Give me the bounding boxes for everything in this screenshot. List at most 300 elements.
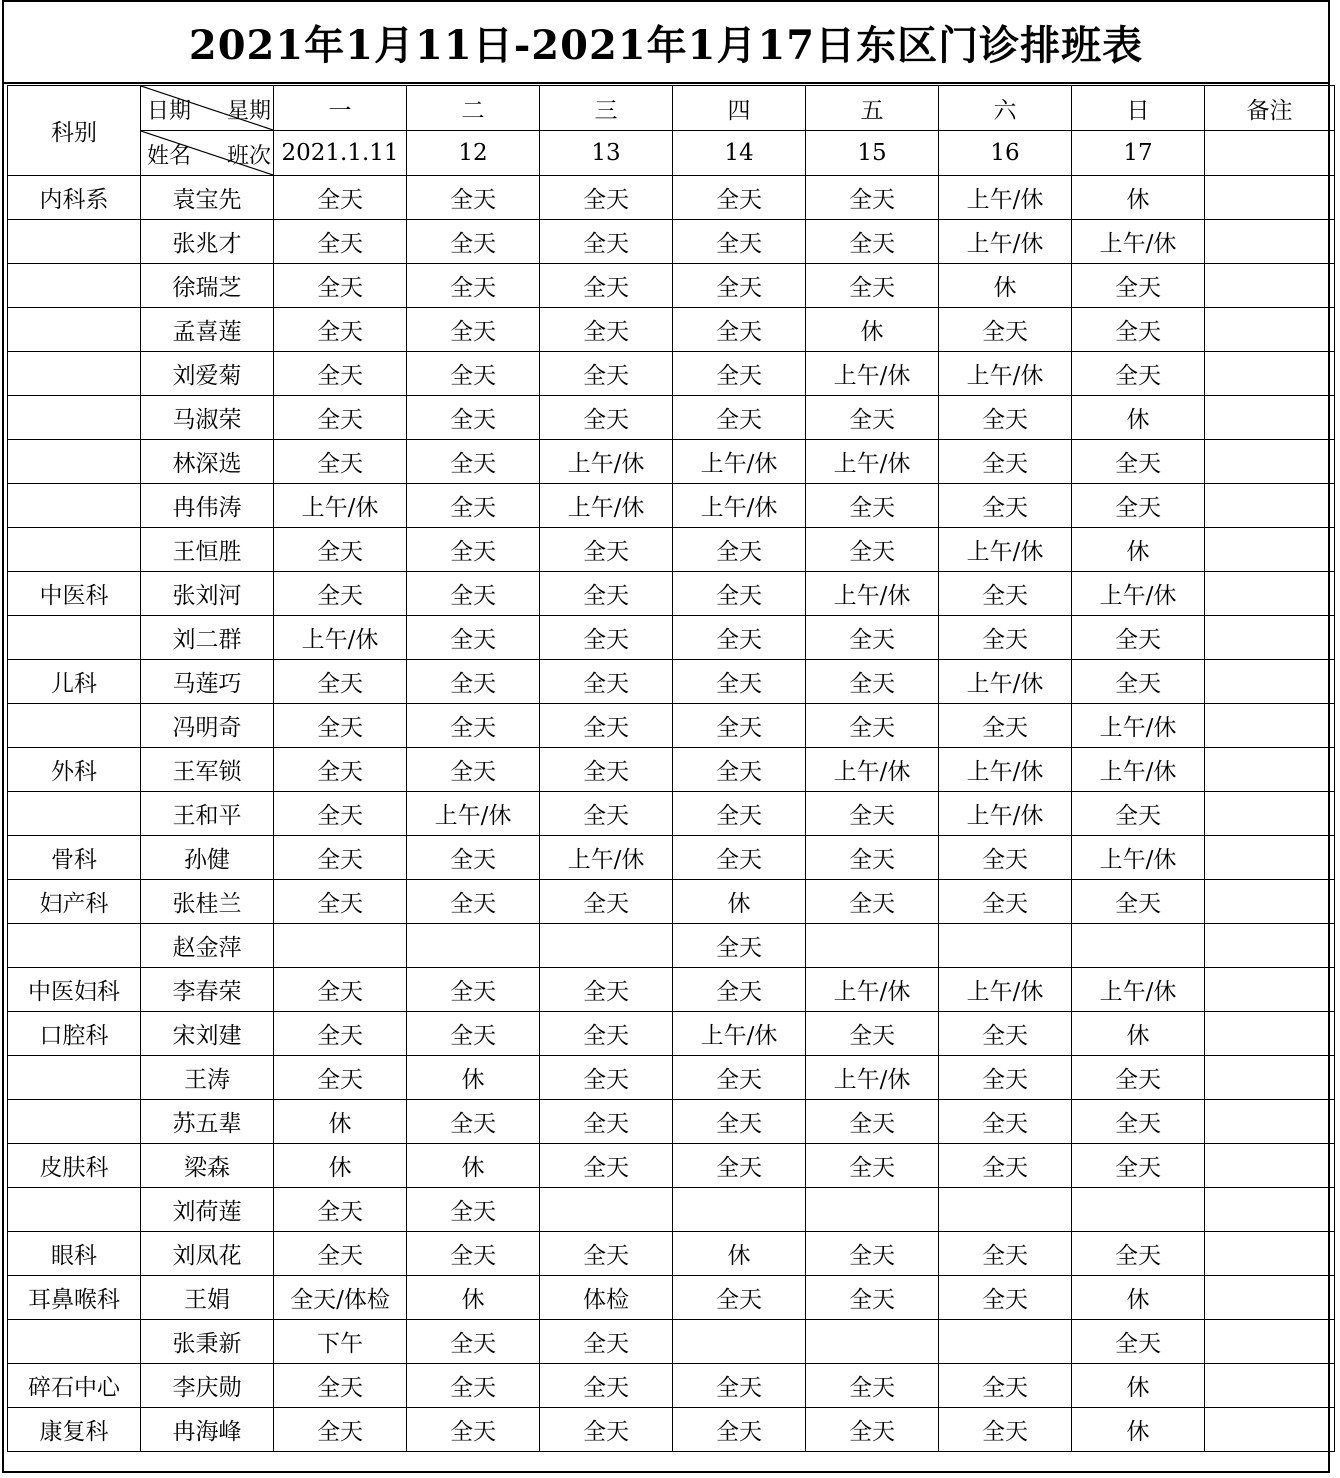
schedule-table bbox=[7, 85, 1335, 1452]
shift-cell: 休 bbox=[407, 1144, 540, 1188]
shift-cell: 全天 bbox=[1072, 1056, 1205, 1100]
shift-cell: 休 bbox=[1072, 1408, 1205, 1452]
dept-header: 科别 bbox=[8, 86, 141, 176]
name-shift-header bbox=[141, 131, 274, 176]
shift-cell: 全天 bbox=[673, 616, 806, 660]
shift-cell: 上午/休 bbox=[806, 352, 939, 396]
note-cell bbox=[1205, 1320, 1335, 1364]
table-row bbox=[8, 396, 1335, 440]
name-cell: 宋刘建 bbox=[141, 1012, 274, 1056]
header-row-date bbox=[8, 131, 1335, 176]
shift-cell: 全天 bbox=[274, 1012, 407, 1056]
shift-cell: 全天 bbox=[673, 704, 806, 748]
weekday-header: 一 bbox=[274, 86, 407, 131]
shift-cell: 全天 bbox=[806, 836, 939, 880]
name-cell: 李春荣 bbox=[141, 968, 274, 1012]
date-header: 14 bbox=[673, 131, 806, 176]
dept-cell: 耳鼻喉科 bbox=[8, 1276, 141, 1320]
shift-cell: 休 bbox=[274, 1144, 407, 1188]
shift-cell: 全天 bbox=[407, 1232, 540, 1276]
table-row bbox=[8, 1188, 1335, 1232]
shift-cell: 全天 bbox=[540, 1144, 673, 1188]
shift-cell: 全天 bbox=[274, 308, 407, 352]
shift-cell: 全天 bbox=[407, 1100, 540, 1144]
shift-cell: 全天 bbox=[673, 836, 806, 880]
shift-cell bbox=[540, 1188, 673, 1232]
date-header: 17 bbox=[1072, 131, 1205, 176]
note-cell bbox=[1205, 396, 1335, 440]
note-cell bbox=[1205, 1408, 1335, 1452]
note-cell bbox=[1205, 484, 1335, 528]
table-row bbox=[8, 968, 1335, 1012]
name-cell: 张兆才 bbox=[141, 220, 274, 264]
shift-cell: 上午/休 bbox=[939, 792, 1072, 836]
name-cell: 孙健 bbox=[141, 836, 274, 880]
shift-cell: 体检 bbox=[540, 1276, 673, 1320]
shift-cell: 全天 bbox=[274, 352, 407, 396]
date-label: 日期 bbox=[147, 99, 192, 124]
name-cell: 刘荷莲 bbox=[141, 1188, 274, 1232]
name-cell: 王娟 bbox=[141, 1276, 274, 1320]
shift-cell: 全天 bbox=[407, 704, 540, 748]
shift-cell: 全天 bbox=[939, 1100, 1072, 1144]
shift-cell: 休 bbox=[1072, 1012, 1205, 1056]
shift-cell: 全天 bbox=[939, 1232, 1072, 1276]
table-row bbox=[8, 1012, 1335, 1056]
shift-cell: 全天 bbox=[806, 220, 939, 264]
note-cell bbox=[1205, 264, 1335, 308]
shift-cell: 全天 bbox=[806, 484, 939, 528]
dept-cell: 儿科 bbox=[8, 660, 141, 704]
table-row bbox=[8, 660, 1335, 704]
shift-cell bbox=[806, 924, 939, 968]
date-header: 12 bbox=[407, 131, 540, 176]
note-cell bbox=[1205, 660, 1335, 704]
name-cell: 赵金萍 bbox=[141, 924, 274, 968]
note-cell bbox=[1205, 792, 1335, 836]
weekday-label: 星期 bbox=[226, 99, 271, 124]
shift-cell bbox=[673, 1320, 806, 1364]
shift-cell: 全天 bbox=[407, 616, 540, 660]
shift-cell: 全天 bbox=[673, 968, 806, 1012]
shift-cell bbox=[407, 924, 540, 968]
shift-cell: 全天 bbox=[540, 660, 673, 704]
shift-cell: 全天 bbox=[806, 1232, 939, 1276]
table-row bbox=[8, 704, 1335, 748]
shift-cell: 全天 bbox=[939, 572, 1072, 616]
note-cell bbox=[1205, 748, 1335, 792]
dept-cell bbox=[8, 1320, 141, 1364]
name-cell: 冉海峰 bbox=[141, 1408, 274, 1452]
shift-cell: 全天 bbox=[939, 1012, 1072, 1056]
table-row bbox=[8, 1276, 1335, 1320]
table-row bbox=[8, 792, 1335, 836]
shift-cell: 全天 bbox=[407, 1408, 540, 1452]
shift-cell: 上午/休 bbox=[540, 440, 673, 484]
note-cell bbox=[1205, 176, 1335, 220]
shift-cell: 上午/休 bbox=[939, 968, 1072, 1012]
shift-cell: 全天 bbox=[806, 1100, 939, 1144]
shift-cell: 全天 bbox=[407, 968, 540, 1012]
shift-cell: 全天 bbox=[939, 440, 1072, 484]
shift-cell: 全天 bbox=[673, 396, 806, 440]
shift-cell: 全天 bbox=[673, 220, 806, 264]
page-title: 2021年1月11日-2021年1月17日东区门诊排班表 bbox=[4, 2, 1328, 84]
name-label: 姓名 bbox=[147, 144, 192, 169]
name-cell: 王恒胜 bbox=[141, 528, 274, 572]
shift-cell: 全天 bbox=[274, 572, 407, 616]
note-cell bbox=[1205, 1012, 1335, 1056]
shift-cell: 全天 bbox=[673, 792, 806, 836]
shift-cell: 全天 bbox=[806, 792, 939, 836]
table-row bbox=[8, 924, 1335, 968]
shift-cell: 休 bbox=[407, 1056, 540, 1100]
shift-cell: 全天 bbox=[1072, 352, 1205, 396]
note-header: 备注 bbox=[1205, 86, 1335, 131]
shift-cell: 全天 bbox=[806, 264, 939, 308]
shift-cell: 全天 bbox=[939, 1056, 1072, 1100]
shift-cell: 全天 bbox=[806, 704, 939, 748]
shift-cell: 全天 bbox=[806, 1408, 939, 1452]
shift-cell: 全天 bbox=[1072, 440, 1205, 484]
shift-cell: 休 bbox=[1072, 396, 1205, 440]
shift-cell: 全天 bbox=[673, 1056, 806, 1100]
shift-cell: 全天 bbox=[540, 1232, 673, 1276]
dept-cell: 中医科 bbox=[8, 572, 141, 616]
shift-cell: 全天 bbox=[540, 396, 673, 440]
table-row bbox=[8, 264, 1335, 308]
name-cell: 冉伟涛 bbox=[141, 484, 274, 528]
name-cell: 林深选 bbox=[141, 440, 274, 484]
note-cell bbox=[1205, 968, 1335, 1012]
shift-cell: 休 bbox=[1072, 528, 1205, 572]
shift-cell: 上午/休 bbox=[1072, 572, 1205, 616]
shift-cell: 全天 bbox=[673, 572, 806, 616]
shift-cell: 全天 bbox=[673, 176, 806, 220]
shift-cell: 全天 bbox=[673, 924, 806, 968]
shift-cell: 全天 bbox=[407, 836, 540, 880]
weekday-header: 六 bbox=[939, 86, 1072, 131]
dept-cell bbox=[8, 440, 141, 484]
shift-cell: 全天 bbox=[939, 308, 1072, 352]
name-cell: 李庆勋 bbox=[141, 1364, 274, 1408]
shift-cell: 全天 bbox=[806, 616, 939, 660]
shift-cell: 全天 bbox=[1072, 880, 1205, 924]
shift-cell: 上午/休 bbox=[806, 572, 939, 616]
note-cell bbox=[1205, 1276, 1335, 1320]
shift-cell: 全天 bbox=[407, 748, 540, 792]
shift-cell: 上午/休 bbox=[274, 616, 407, 660]
table-row bbox=[8, 572, 1335, 616]
schedule-sheet bbox=[2, 0, 1330, 1473]
name-cell: 王和平 bbox=[141, 792, 274, 836]
table-row bbox=[8, 836, 1335, 880]
table-row bbox=[8, 1232, 1335, 1276]
shift-cell: 全天 bbox=[274, 836, 407, 880]
shift-cell: 全天 bbox=[274, 528, 407, 572]
dept-cell: 妇产科 bbox=[8, 880, 141, 924]
name-cell: 王涛 bbox=[141, 1056, 274, 1100]
shift-cell: 全天 bbox=[1072, 660, 1205, 704]
shift-cell: 上午/休 bbox=[673, 1012, 806, 1056]
shift-cell: 上午/休 bbox=[540, 484, 673, 528]
shift-cell: 全天 bbox=[540, 1408, 673, 1452]
note-cell bbox=[1205, 1056, 1335, 1100]
note-cell bbox=[1205, 1232, 1335, 1276]
note-cell bbox=[1205, 880, 1335, 924]
dept-cell: 皮肤科 bbox=[8, 1144, 141, 1188]
shift-cell: 全天 bbox=[806, 1364, 939, 1408]
shift-cell: 上午/休 bbox=[806, 748, 939, 792]
dept-cell bbox=[8, 1056, 141, 1100]
note-cell bbox=[1205, 528, 1335, 572]
shift-cell: 全天 bbox=[673, 1408, 806, 1452]
shift-cell: 休 bbox=[806, 308, 939, 352]
note-cell bbox=[1205, 616, 1335, 660]
shift-cell: 全天 bbox=[939, 1144, 1072, 1188]
shift-cell: 全天 bbox=[407, 352, 540, 396]
dept-cell bbox=[8, 352, 141, 396]
shift-cell: 全天 bbox=[540, 1012, 673, 1056]
note-cell bbox=[1205, 572, 1335, 616]
shift-cell: 全天 bbox=[540, 220, 673, 264]
dept-cell bbox=[8, 924, 141, 968]
shift-cell: 全天/体检 bbox=[274, 1276, 407, 1320]
shift-cell: 全天 bbox=[939, 396, 1072, 440]
shift-cell: 全天 bbox=[540, 704, 673, 748]
shift-cell: 休 bbox=[1072, 176, 1205, 220]
shift-cell bbox=[1072, 924, 1205, 968]
shift-cell: 全天 bbox=[407, 1012, 540, 1056]
shift-cell: 全天 bbox=[407, 880, 540, 924]
shift-cell: 全天 bbox=[540, 1056, 673, 1100]
shift-cell: 全天 bbox=[407, 660, 540, 704]
name-cell: 袁宝先 bbox=[141, 176, 274, 220]
shift-cell: 全天 bbox=[274, 880, 407, 924]
name-cell: 苏五辈 bbox=[141, 1100, 274, 1144]
dept-cell bbox=[8, 1188, 141, 1232]
shift-cell: 全天 bbox=[1072, 1232, 1205, 1276]
note-cell bbox=[1205, 352, 1335, 396]
shift-cell: 全天 bbox=[1072, 264, 1205, 308]
name-cell: 张桂兰 bbox=[141, 880, 274, 924]
shift-cell: 全天 bbox=[673, 748, 806, 792]
table-row bbox=[8, 1144, 1335, 1188]
shift-cell: 全天 bbox=[806, 660, 939, 704]
shift-cell: 全天 bbox=[407, 176, 540, 220]
dept-cell: 外科 bbox=[8, 748, 141, 792]
shift-cell: 上午/休 bbox=[939, 528, 1072, 572]
dept-cell bbox=[8, 396, 141, 440]
shift-cell: 全天 bbox=[673, 1364, 806, 1408]
shift-cell: 全天 bbox=[540, 880, 673, 924]
shift-cell: 全天 bbox=[407, 264, 540, 308]
shift-cell: 全天 bbox=[274, 176, 407, 220]
shift-cell: 休 bbox=[1072, 1364, 1205, 1408]
shift-cell: 上午/休 bbox=[1072, 748, 1205, 792]
shift-cell: 休 bbox=[673, 1232, 806, 1276]
dept-cell bbox=[8, 792, 141, 836]
shift-cell: 全天 bbox=[407, 440, 540, 484]
shift-cell: 上午/休 bbox=[806, 968, 939, 1012]
shift-cell: 全天 bbox=[540, 528, 673, 572]
shift-cell bbox=[274, 924, 407, 968]
shift-cell: 上午/休 bbox=[939, 660, 1072, 704]
note-cell bbox=[1205, 1100, 1335, 1144]
table-row bbox=[8, 616, 1335, 660]
dept-cell: 康复科 bbox=[8, 1408, 141, 1452]
dept-cell bbox=[8, 528, 141, 572]
shift-cell: 全天 bbox=[407, 220, 540, 264]
shift-cell: 全天 bbox=[673, 308, 806, 352]
shift-cell: 全天 bbox=[407, 308, 540, 352]
shift-cell: 全天 bbox=[806, 1012, 939, 1056]
shift-cell: 全天 bbox=[939, 836, 1072, 880]
date-header: 2021.1.11 bbox=[274, 131, 407, 176]
dept-cell: 内科系 bbox=[8, 176, 141, 220]
shift-cell: 上午/休 bbox=[1072, 704, 1205, 748]
shift-cell: 全天 bbox=[939, 880, 1072, 924]
dept-cell bbox=[8, 1100, 141, 1144]
name-cell: 梁森 bbox=[141, 1144, 274, 1188]
shift-cell: 全天 bbox=[1072, 1320, 1205, 1364]
shift-cell: 全天 bbox=[540, 264, 673, 308]
shift-cell: 全天 bbox=[407, 572, 540, 616]
shift-cell: 全天 bbox=[806, 1144, 939, 1188]
shift-cell: 全天 bbox=[939, 704, 1072, 748]
table-row bbox=[8, 176, 1335, 220]
shift-cell: 全天 bbox=[939, 616, 1072, 660]
shift-cell: 休 bbox=[1072, 1276, 1205, 1320]
shift-cell: 全天 bbox=[939, 1364, 1072, 1408]
table-row bbox=[8, 528, 1335, 572]
shift-cell: 全天 bbox=[939, 1408, 1072, 1452]
date-header: 16 bbox=[939, 131, 1072, 176]
shift-cell: 全天 bbox=[806, 176, 939, 220]
shift-cell: 全天 bbox=[274, 660, 407, 704]
shift-cell: 全天 bbox=[1072, 308, 1205, 352]
shift-cell: 上午/休 bbox=[673, 440, 806, 484]
shift-cell: 全天 bbox=[1072, 484, 1205, 528]
dept-cell: 骨科 bbox=[8, 836, 141, 880]
shift-cell: 全天 bbox=[673, 1276, 806, 1320]
shift-cell: 全天 bbox=[407, 1188, 540, 1232]
name-cell: 刘凤花 bbox=[141, 1232, 274, 1276]
table-row bbox=[8, 748, 1335, 792]
shift-cell: 休 bbox=[673, 880, 806, 924]
note-cell bbox=[1205, 1364, 1335, 1408]
shift-cell: 全天 bbox=[1072, 1100, 1205, 1144]
table-row bbox=[8, 484, 1335, 528]
note-cell bbox=[1205, 704, 1335, 748]
shift-cell: 休 bbox=[274, 1100, 407, 1144]
note-cell bbox=[1205, 1144, 1335, 1188]
shift-cell: 全天 bbox=[806, 880, 939, 924]
date-header: 15 bbox=[806, 131, 939, 176]
dept-cell bbox=[8, 220, 141, 264]
shift-cell: 全天 bbox=[939, 484, 1072, 528]
table-row bbox=[8, 220, 1335, 264]
shift-cell bbox=[1072, 1188, 1205, 1232]
note-cell bbox=[1205, 924, 1335, 968]
shift-cell: 全天 bbox=[274, 264, 407, 308]
shift-cell bbox=[939, 1320, 1072, 1364]
table-row bbox=[8, 880, 1335, 924]
name-cell: 马淑荣 bbox=[141, 396, 274, 440]
shift-cell: 上午/休 bbox=[407, 792, 540, 836]
dept-cell bbox=[8, 264, 141, 308]
shift-cell bbox=[939, 1188, 1072, 1232]
table-row bbox=[8, 1320, 1335, 1364]
weekday-header: 五 bbox=[806, 86, 939, 131]
name-cell: 冯明奇 bbox=[141, 704, 274, 748]
shift-cell: 全天 bbox=[274, 748, 407, 792]
shift-cell bbox=[540, 924, 673, 968]
shift-cell: 全天 bbox=[274, 1188, 407, 1232]
dept-cell bbox=[8, 484, 141, 528]
date-header: 13 bbox=[540, 131, 673, 176]
shift-cell: 上午/休 bbox=[806, 1056, 939, 1100]
shift-cell: 全天 bbox=[274, 704, 407, 748]
shift-cell: 全天 bbox=[540, 572, 673, 616]
shift-cell: 全天 bbox=[939, 1276, 1072, 1320]
date-weekday-header bbox=[141, 86, 274, 131]
note-cell bbox=[1205, 440, 1335, 484]
shift-cell: 全天 bbox=[407, 528, 540, 572]
weekday-header: 二 bbox=[407, 86, 540, 131]
dept-cell: 中医妇科 bbox=[8, 968, 141, 1012]
name-cell: 孟喜莲 bbox=[141, 308, 274, 352]
shift-cell: 全天 bbox=[274, 440, 407, 484]
shift-cell: 上午/休 bbox=[939, 176, 1072, 220]
dept-cell: 口腔科 bbox=[8, 1012, 141, 1056]
shift-cell: 全天 bbox=[274, 968, 407, 1012]
shift-cell: 休 bbox=[939, 264, 1072, 308]
shift-cell: 上午/休 bbox=[939, 748, 1072, 792]
dept-cell bbox=[8, 704, 141, 748]
table-row bbox=[8, 1100, 1335, 1144]
name-cell: 王军锁 bbox=[141, 748, 274, 792]
shift-cell: 全天 bbox=[673, 1100, 806, 1144]
name-cell: 张秉新 bbox=[141, 1320, 274, 1364]
note-cell bbox=[1205, 308, 1335, 352]
shift-cell: 上午/休 bbox=[1072, 968, 1205, 1012]
shift-cell: 全天 bbox=[540, 1364, 673, 1408]
table-row bbox=[8, 440, 1335, 484]
shift-cell: 上午/休 bbox=[673, 484, 806, 528]
name-cell: 徐瑞芝 bbox=[141, 264, 274, 308]
shift-cell bbox=[939, 924, 1072, 968]
table-row bbox=[8, 352, 1335, 396]
shift-cell: 全天 bbox=[407, 1320, 540, 1364]
shift-cell: 全天 bbox=[540, 176, 673, 220]
table-row bbox=[8, 1056, 1335, 1100]
shift-cell: 全天 bbox=[673, 264, 806, 308]
shift-cell: 全天 bbox=[806, 528, 939, 572]
shift-cell: 休 bbox=[407, 1276, 540, 1320]
name-cell: 刘爱菊 bbox=[141, 352, 274, 396]
shift-cell: 全天 bbox=[407, 1364, 540, 1408]
note-cell bbox=[1205, 1188, 1335, 1232]
shift-cell: 上午/休 bbox=[939, 352, 1072, 396]
shift-cell: 全天 bbox=[673, 352, 806, 396]
shift-cell: 上午/休 bbox=[540, 836, 673, 880]
shift-cell: 全天 bbox=[274, 1232, 407, 1276]
shift-cell: 全天 bbox=[274, 220, 407, 264]
shift-cell: 全天 bbox=[673, 528, 806, 572]
shift-cell: 全天 bbox=[274, 792, 407, 836]
shift-cell bbox=[806, 1320, 939, 1364]
